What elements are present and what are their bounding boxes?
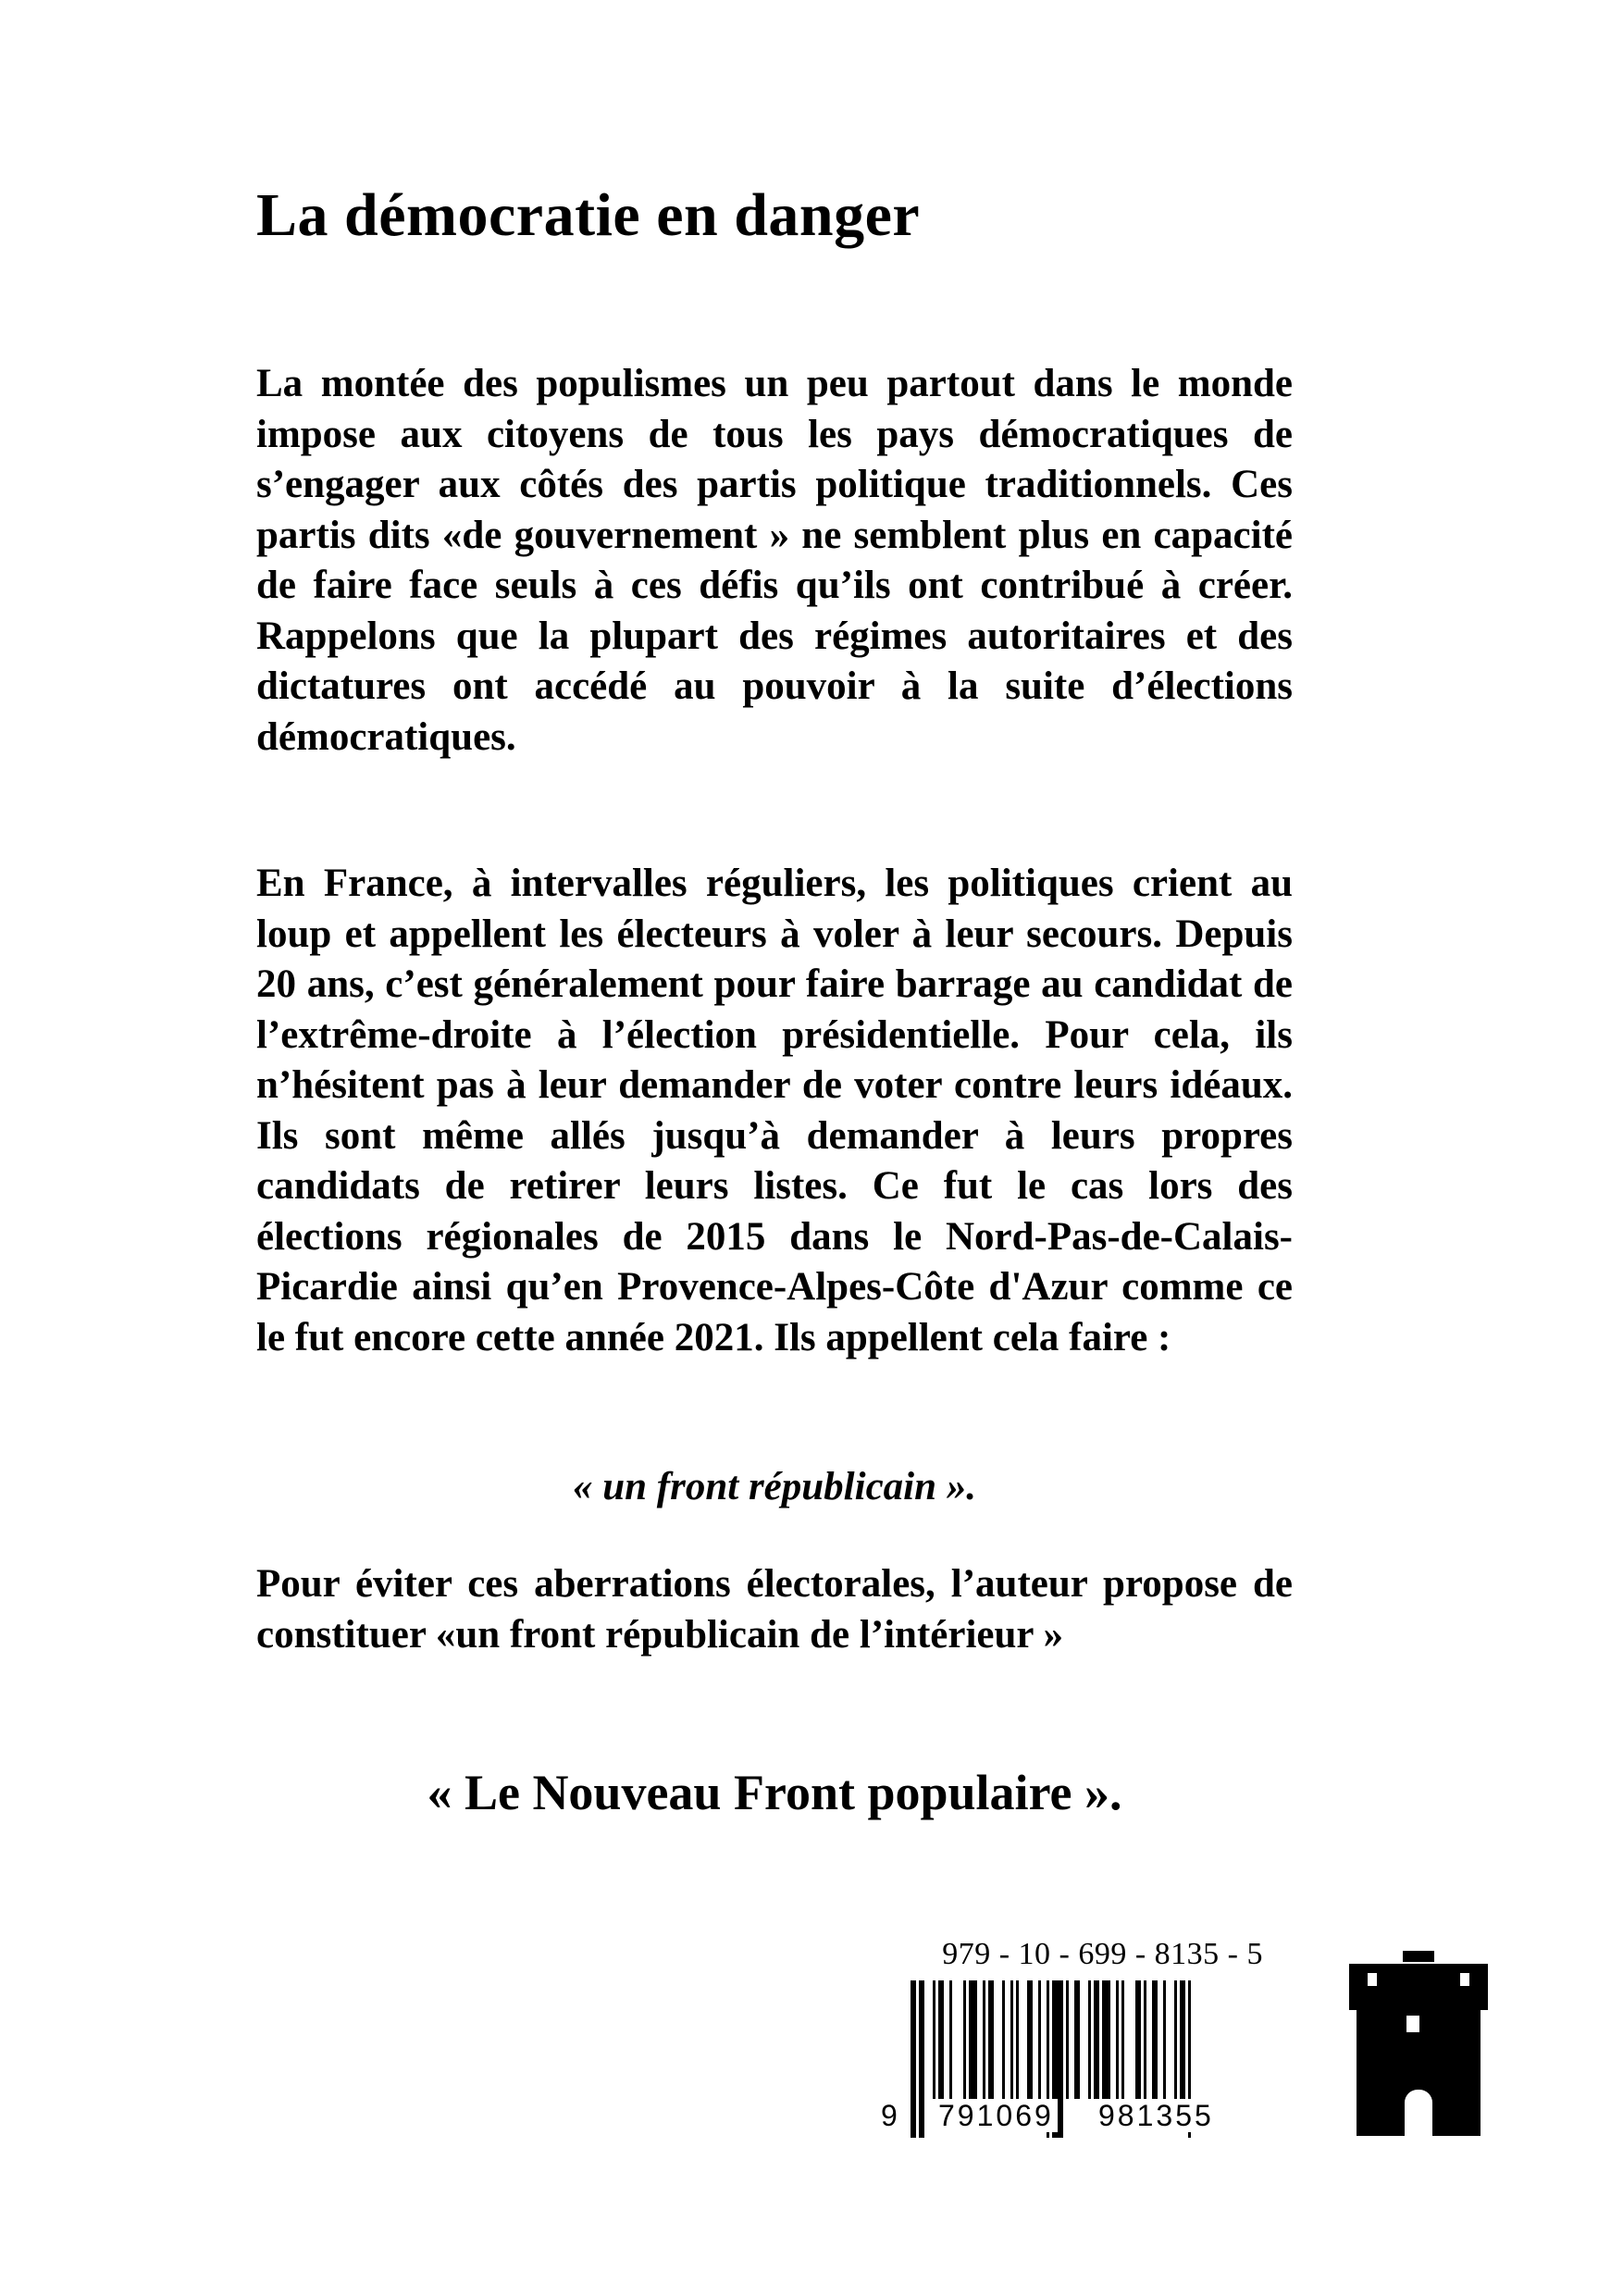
barcode-digit-first: 9 <box>881 2099 898 2132</box>
paragraph-proposal: Pour éviter ces aberrations électorales, l’auteur propose de constituer «un front républicain de l’intérieur » <box>256 1562 1293 1657</box>
paragraph-france: En France, à intervalles réguliers, les politiques crient au loup et appellent les électeurs à voler à leur secours. Depuis 20 ans, c’est généralement pour faire barrage au candidat de l’extrême-droite à l’élection présidentielle. Pour cela, ils n’hésitent pas à leur demander de voter contre leurs idéaux. Ils sont même allés jusqu’à demander à leurs propres candidats de retirer leurs listes. Ce fut le cas lors des élections régionales de 2015 dans le Nord-Pas-de-Calais-Picardie ainsi qu’en Provence-Alpes-Côte d'Azur comme ce le fut encore cette année 2021. Ils appellent cela faire : <box>256 862 1293 1359</box>
barcode-digit-group-right: 981355 <box>1095 2099 1218 2132</box>
final-quote: « Le Nouveau Front populaire ». <box>427 1765 1122 1820</box>
page-title: La démocratie en danger <box>256 181 921 249</box>
paragraph-intro: La montée des populismes un peu partout dans le monde impose aux citoyens de tous les pays démocratiques de s’engager aux côtés des partis politique traditionnels. Ces partis dits «de gouvernement » ne semblent plus en capacité de faire face seuls à ces défis qu’ils ont contribué à créer. Rappelons que la plupart des régimes autoritaires et des dictatures ont accédé au pouvoir à la suite d’élections démocratiques. <box>256 362 1293 759</box>
isbn-label: 979 - 10 - 699 - 8135 - 5 <box>942 1937 1263 1971</box>
tower-icon <box>1349 1951 1488 2136</box>
italic-quote: « un front républicain ». <box>572 1465 977 1508</box>
barcode-digit-group-left: 791069 <box>935 2099 1058 2132</box>
